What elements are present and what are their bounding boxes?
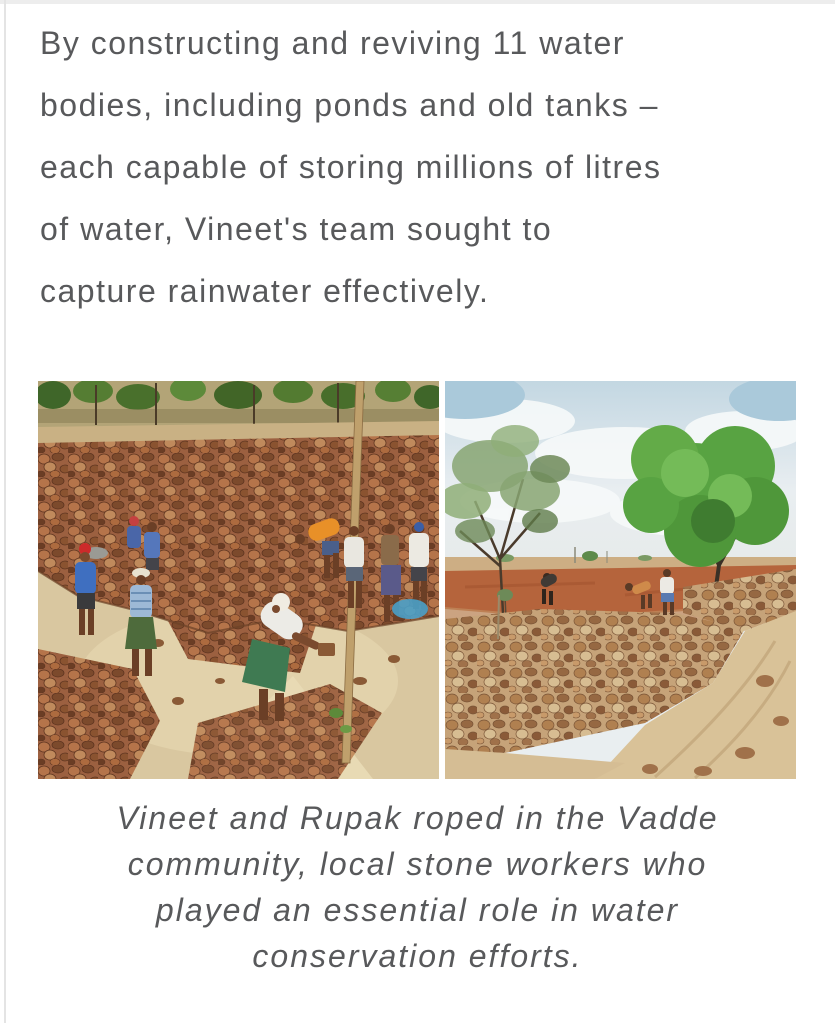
article-paragraph: [40, 12, 760, 322]
page-top-strip: [0, 0, 835, 4]
left-photo-illustration: [38, 381, 439, 779]
article-figure: [38, 381, 796, 779]
paragraph-line: capture rainwater effectively.: [40, 273, 490, 309]
paragraph-line: By constructing and reviving 11 water: [40, 25, 625, 61]
forest-strip: [38, 381, 439, 427]
caption-line: conservation efforts.: [252, 938, 583, 974]
left-photo: [38, 381, 439, 779]
worker-boy-red-cap: [127, 516, 141, 548]
paragraph-line: each capable of storing millions of litres: [40, 149, 662, 185]
paragraph-line: bodies, including ponds and old tanks –: [40, 87, 659, 123]
right-photo: [445, 381, 796, 779]
sand-strip: [445, 749, 625, 779]
figure-caption: [0, 795, 835, 979]
caption-line: Vineet and Rupak roped in the Vadde: [116, 800, 719, 836]
stake: [498, 595, 499, 639]
caption-line: played an essential role in water: [155, 892, 680, 928]
paragraph-line: of water, Vineet's team sought to: [40, 211, 553, 247]
caption-line: community, local stone workers who: [127, 846, 708, 882]
right-photo-illustration: [445, 381, 796, 779]
